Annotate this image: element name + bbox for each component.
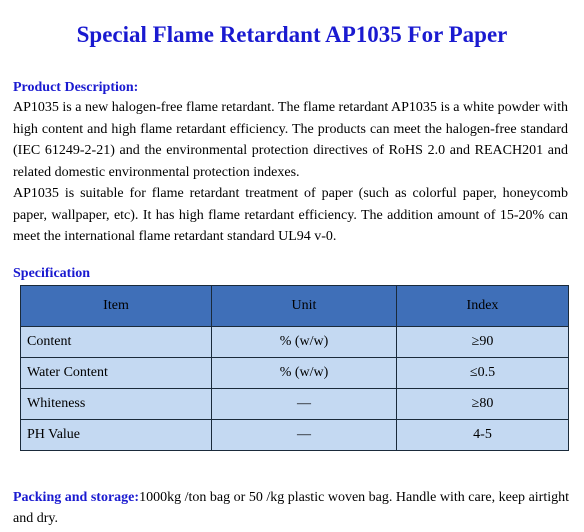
- packing-label: Packing and storage:: [13, 490, 140, 505]
- product-description-paragraph-1: AP1035 is a new halogen-free flame retardant. The flame retardant AP1035 is a white powder with high content and high flame retardant efficiency. The products can meet the halogen-free standard (IEC 61249-2-21) and the environmental protection directives of RoHS 2.0 and REACH201 and related domestic environmental protection indexes.: [13, 100, 568, 180]
- cell-index: 4-5: [397, 420, 569, 451]
- table-row: [21, 358, 569, 389]
- cell-item: Content: [21, 327, 212, 358]
- packing-paragraph: [13, 487, 569, 529]
- cell-unit: —: [212, 389, 397, 420]
- cell-unit: —: [212, 420, 397, 451]
- table-header-row: [21, 286, 569, 327]
- product-description-heading: Product Description:: [13, 80, 139, 95]
- table-row: [21, 327, 569, 358]
- column-header-unit: Unit: [212, 286, 397, 327]
- cell-item: Whiteness: [21, 389, 212, 420]
- column-header-index: Index: [397, 286, 569, 327]
- column-header-item: Item: [21, 286, 212, 327]
- cell-item: PH Value: [21, 420, 212, 451]
- table-row: [21, 389, 569, 420]
- cell-index: ≥90: [397, 327, 569, 358]
- specification-table: [20, 285, 569, 451]
- table-row: [21, 420, 569, 451]
- cell-unit: % (w/w): [212, 327, 397, 358]
- packing-text: 1000kg /ton bag or 50 /kg plastic woven bag. Handle with care, keep airtight and dry.: [13, 490, 569, 526]
- document-title: Special Flame Retardant AP1035 For Paper: [76, 22, 508, 47]
- cell-index: ≥80: [397, 389, 569, 420]
- specification-heading: Specification: [13, 266, 90, 281]
- cell-item: Water Content: [21, 358, 212, 389]
- cell-unit: % (w/w): [212, 358, 397, 389]
- product-description-paragraph-2: AP1035 is suitable for flame retardant treatment of paper (such as colorful paper, honeycomb paper, wallpaper, etc). It has high flame retardant efficiency. The addition amount of 15-20% can meet the international flame retardant standard UL94 v-0.: [13, 186, 568, 244]
- cell-index: ≤0.5: [397, 358, 569, 389]
